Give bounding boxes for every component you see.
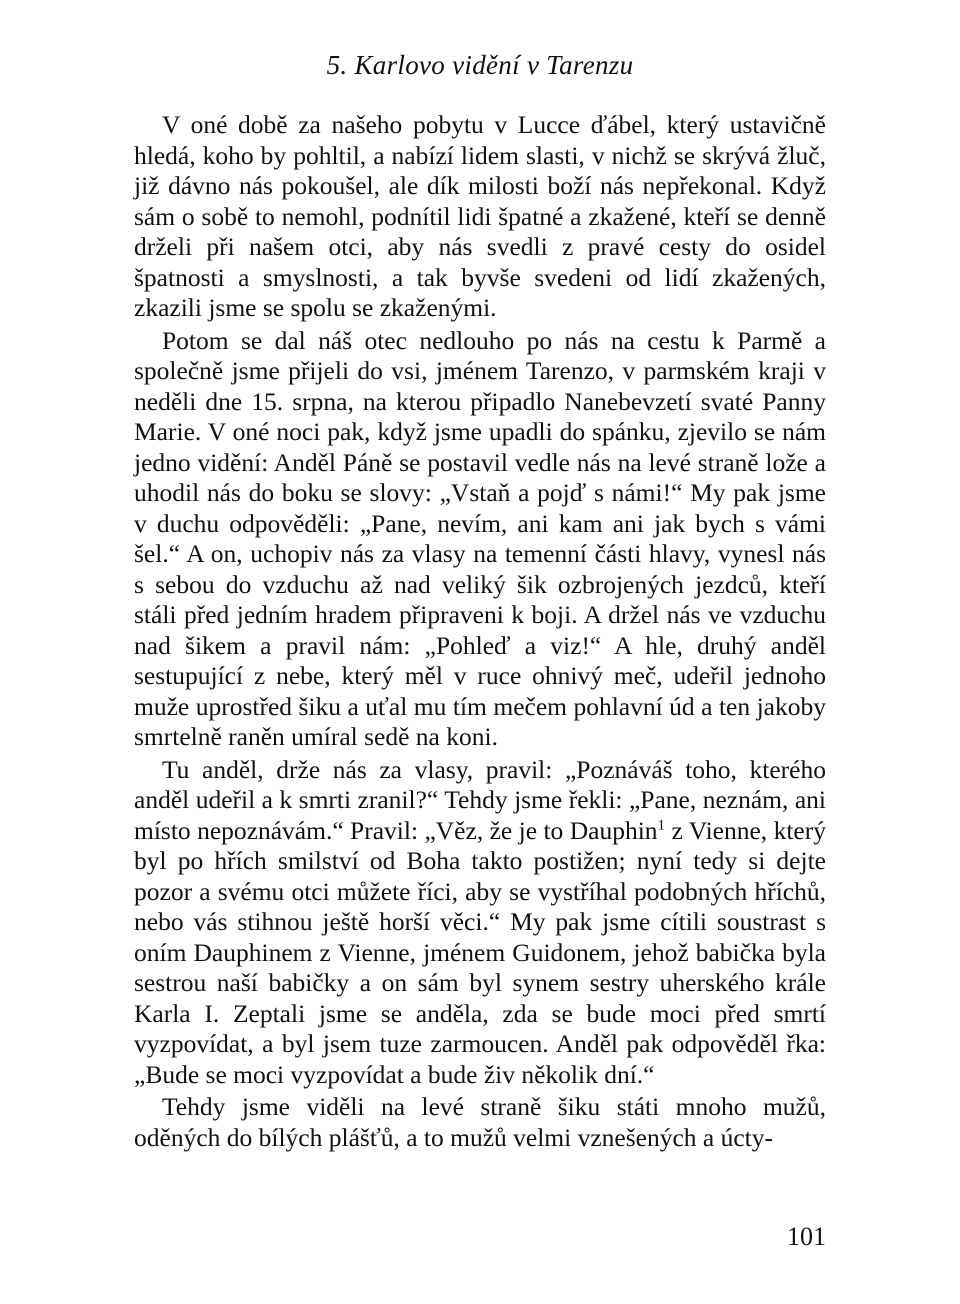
page-number: 101 bbox=[787, 1222, 826, 1251]
paragraph-4: Tehdy jsme viděli na levé straně šiku státi mnoho mužů, oděných do bílých plášťů, a to mužů velmi vznešených a úcty- bbox=[134, 1092, 826, 1152]
paragraph-2: Potom se dal náš otec nedlouho po nás na cestu k Parmě a společně jsme přijeli do vsi, jménem Tarenzo, v parmském kraji v neděli dne 15. srpna, na kterou připadlo Nanebevzetí svaté Panny Marie. V oné noci pak, když jsme upadli do spánku, zjevilo se nám jedno vidění: Anděl Páně se postavil vedle nás na levé straně lože a uhodil nás do boku se slovy: „Vstaň a pojď s námi!“ My pak jsme v duchu odpověděli: „Pane, nevím, ani kam ani jak bych s vámi šel.“ A on, uchopiv nás za vlasy na temenní části hlavy, vynesl nás s sebou do vzduchu až nad veliký šik ozbrojených jezdců, kteří stáli před jedním hradem připraveni k boji. A držel nás ve vzduchu nad šikem a pravil nám: „Pohleď a viz!“ A hle, druhý anděl sestupující z nebe, který měl v ruce ohnivý meč, udeřil jednoho muže uprostřed šiku a uťal mu tím mečem pohlavní úd a ten jakoby smrtelně raněn umíral sedě na koni. bbox=[134, 325, 826, 751]
footnote-marker: 1 bbox=[657, 817, 666, 833]
paragraph-3 bbox=[134, 755, 826, 1091]
paragraph-3-text-end: z Vienne, který byl po hřích smilství od Boha takto postižen; nyní tedy si dejte pozor a svému otci můžete říci, aby se vystříhal podobných hříchů, nebo vás stihnou ještě horší věci.“ My pak jsme cítili soustrast s oním Dauphinem z Vienne, jménem Guidonem, jehož babička byla sestrou naší babičky a on sám byl synem sestry uherského krále Karla I. Zeptali jsme se anděla, zda se bude moci před smrtí vyzpovídat, a byl jsem tuze zarmoucen. Anděl pak odpověděl řka: „Bude se moci vyzpovídat a bude živ několik dní.“ bbox=[134, 815, 826, 1089]
body-text bbox=[134, 110, 826, 1153]
paragraph-3-text-start: Tu anděl, drže nás za vlasy, pravil: „Poznáváš toho, kterého anděl udeřil a k smrti zranil?“ Tehdy jsme řekli: „Pane, neznám, ani místo nepoznávám.“ Pravil: „Věz, že je to Dauphin bbox=[134, 754, 826, 845]
paragraph-1: V oné době za našeho pobytu v Lucce ďábel, který ustavičně hledá, koho by pohltil, a nabízí lidem slasti, v nichž se skrývá žluč, již dávno nás pokoušel, ale dík milosti boží nás nepřekonal. Když sám o sobě to nemohl, podnítil lidi špatné a zkažené, kteří se denně drželi při našem otci, aby nás svedli z pravé cesty do osidel špatnosti a smyslnosti, a tak byvše svedeni od lidí zkažených, zkazili jsme se spolu se zkaženými. bbox=[134, 110, 826, 322]
running-head: 5. Karlovo vidění v Tarenzu bbox=[326, 50, 634, 80]
